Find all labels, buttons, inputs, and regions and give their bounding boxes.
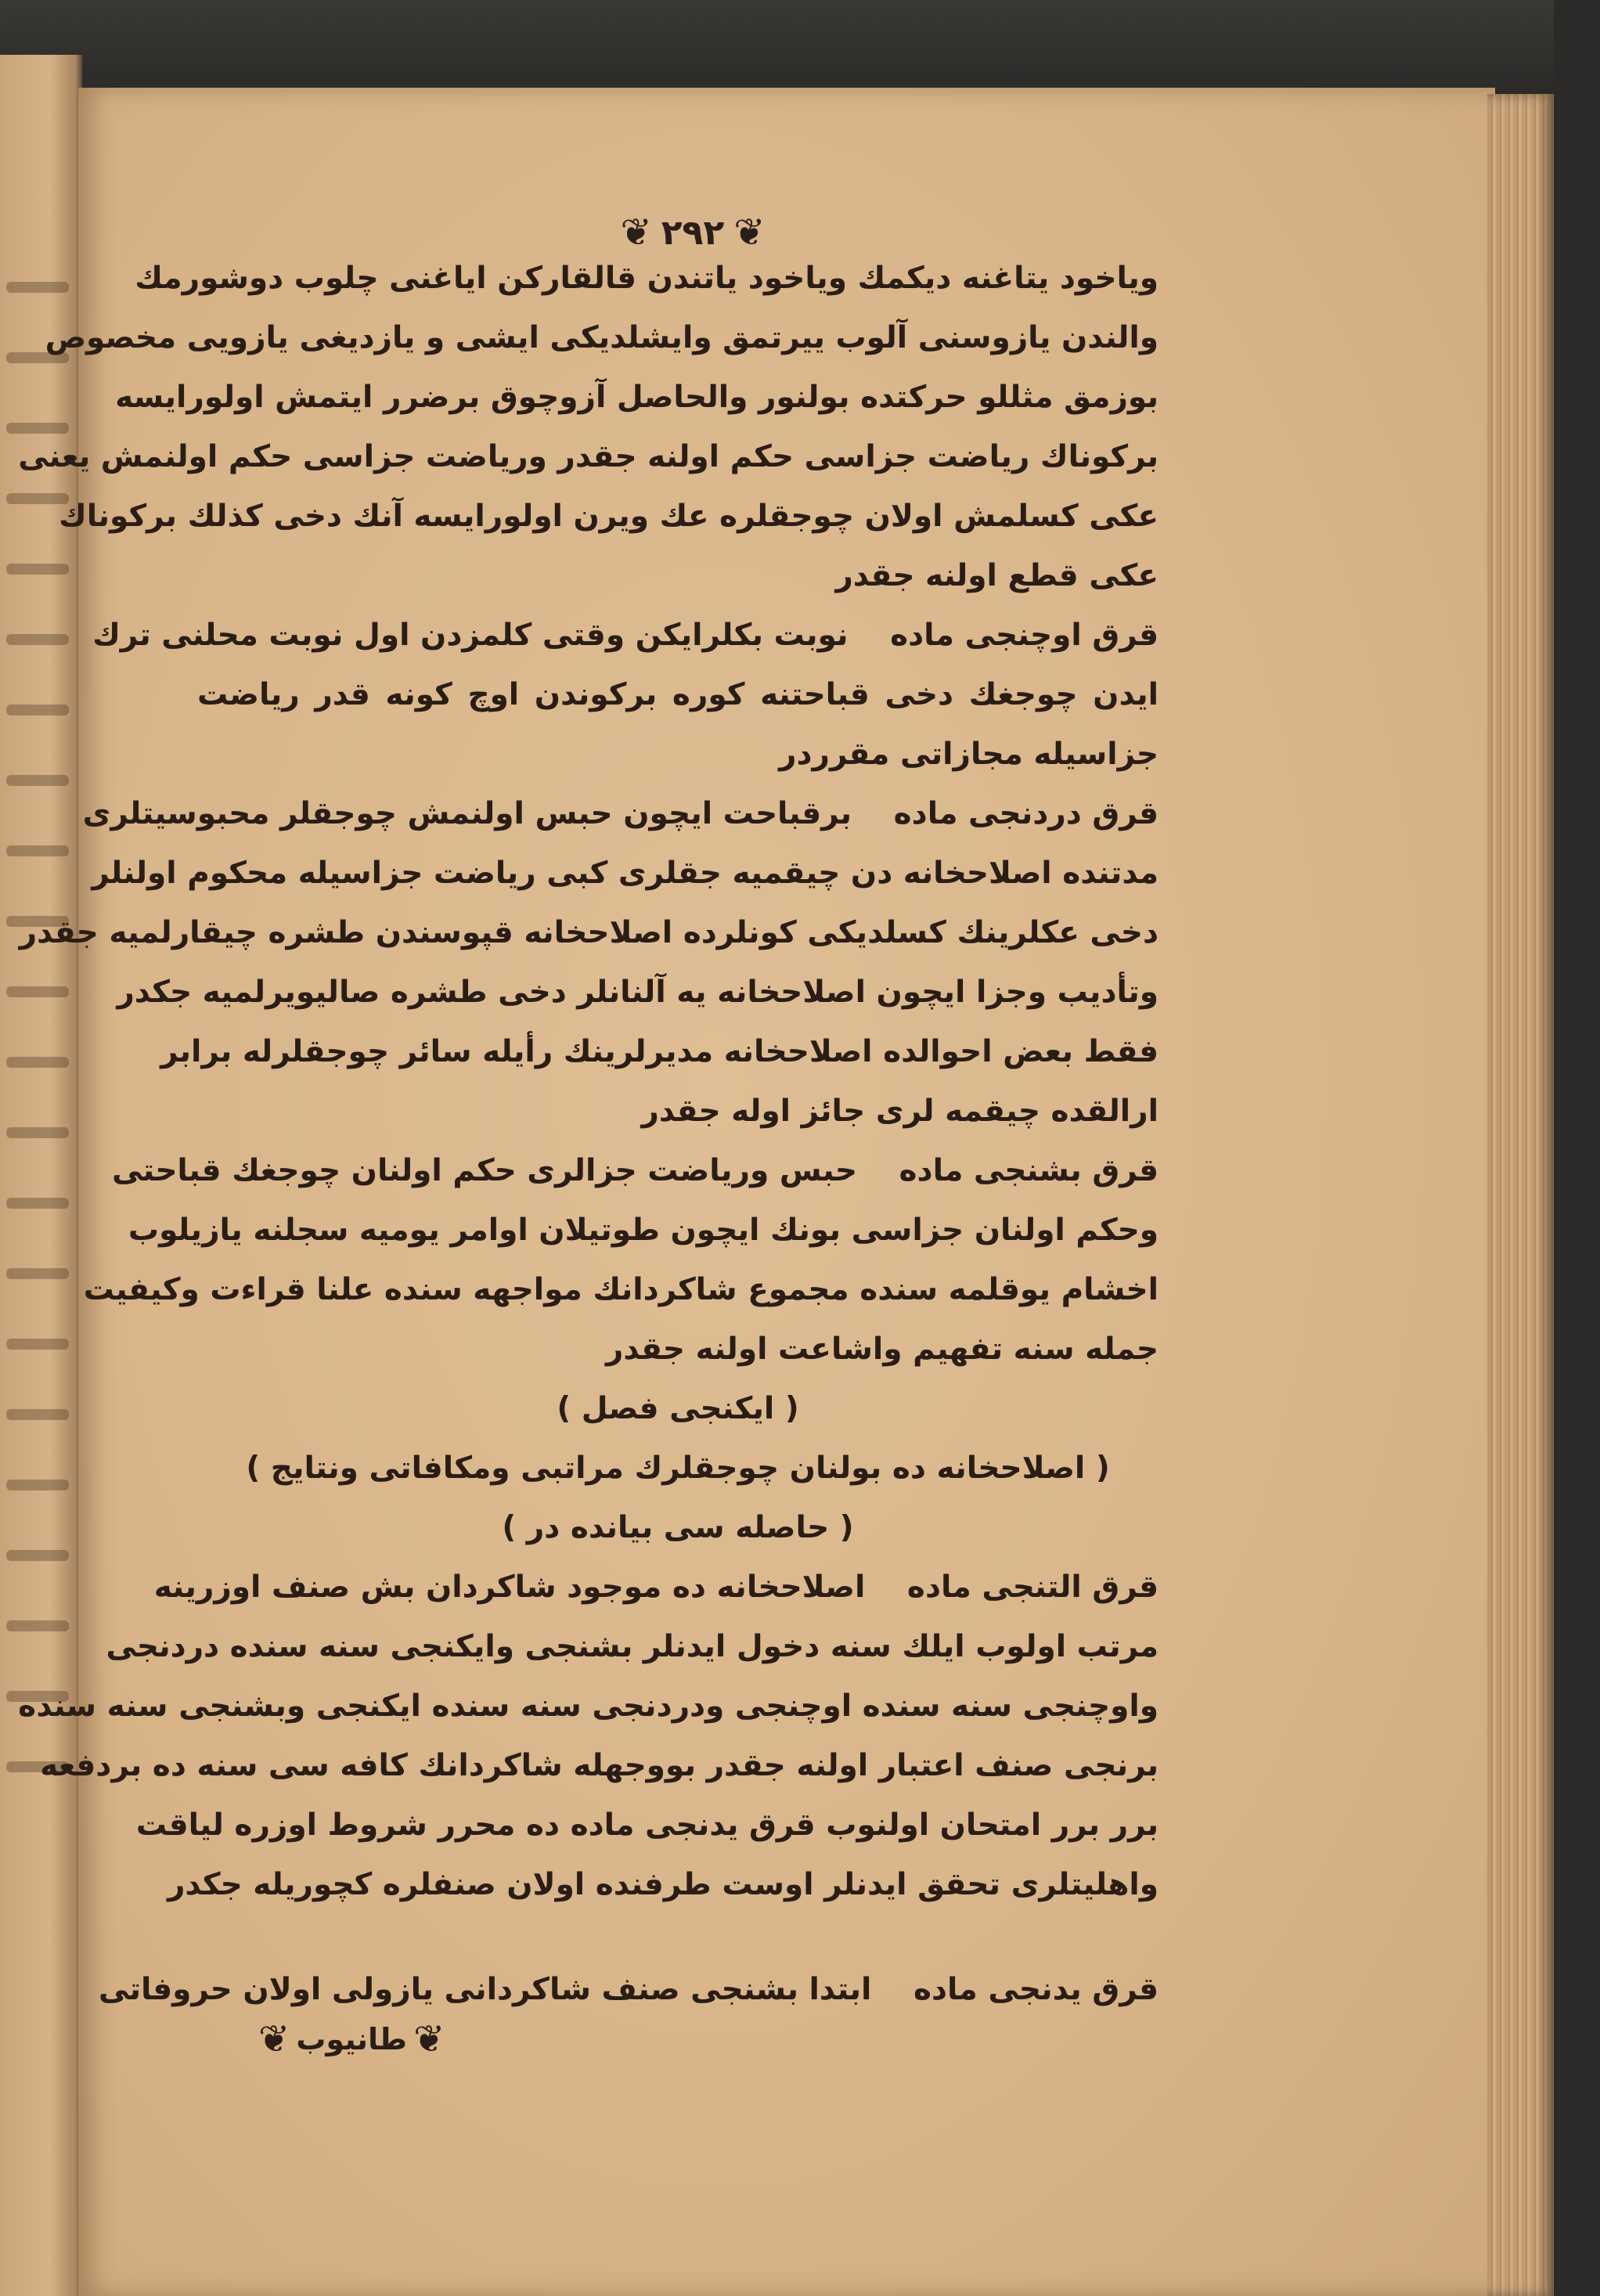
page-number: ٢٩٢ xyxy=(661,212,725,253)
article-45-line: قرق بشنجى ماده حبس ورياضت جزالرى حكم اولنان چوجغك قباحتى xyxy=(111,1153,1159,1188)
text-line: برر برر امتحان اولنوب قرق يدنجى ماده ده محرر شروط اوزره لياقت xyxy=(135,1808,1159,1843)
article-label: قرق يدنجى ماده xyxy=(913,1972,1159,2007)
article-label: قرق بشنجى ماده xyxy=(899,1153,1159,1188)
ornament-icon: ❦ xyxy=(413,2017,445,2061)
ornament-icon: ❦ xyxy=(258,2017,290,2061)
text-line: والندن يازوسنى آلوب ييرتمق وايشلديكى ايشى و يازديغى يازويى مخصوص xyxy=(45,320,1159,355)
article-43-line: قرق اوچنجى ماده نوبت بكلرايكن وقتى كلمزدن اول نوبت محلنى ترك xyxy=(92,618,1159,653)
article-label: قرق التنجى ماده xyxy=(906,1570,1159,1605)
text-line: وياخود يتاغنه ديكمك وياخود ياتندن قالقاركن اياغنى چلوب دوشورمك xyxy=(135,261,1159,296)
section-subtitle: ( حاصله سى بيانده در ) xyxy=(502,1510,854,1545)
previous-page-edge xyxy=(0,55,82,2296)
text-line: بوزمق مثللو حركتده بولنور والحاصل آزوچوق برضرر ايتمش اولورايسه xyxy=(115,380,1159,415)
text-line: بركوناك رياضت جزاسى حكم اولنه جقدر ورياضت جزاسى حكم اولنمش يعنى xyxy=(18,439,1159,474)
article-44-line: قرق دردنجى ماده برقباحت ايچون حبس اولنمش چوجقلر محبوسيتلرى xyxy=(82,796,1159,831)
text-line: واوچنجى سنه سنده اوچنجى ودردنجى سنه سنده ايكنجى وبشنجى سنه سنده xyxy=(18,1689,1159,1724)
page-body xyxy=(18,249,1159,2020)
scan-background xyxy=(0,0,1600,94)
article-46-line: قرق التنجى ماده اصلاحخانه ده موجود شاكردان بش صنف اوزرينه xyxy=(153,1570,1159,1605)
text-line: عكى قطع اولنه جقدر xyxy=(835,558,1159,593)
page-stack-edge xyxy=(1487,94,1554,2296)
ornament-icon: ❦ xyxy=(733,211,766,254)
text-line: دخى عكلرينك كسلديكى كونلرده اصلاحخانه قپوسندن طشره چيقارلميه جقدر xyxy=(19,915,1159,950)
article-label: قرق دردنجى ماده xyxy=(893,796,1159,831)
text-line: وتأديب وجزا ايچون اصلاحخانه يه آلنانلر دخى طشره صاليويرلميه جكدر xyxy=(117,975,1159,1010)
text-line: جمله سنه تفهيم واشاعت اولنه جقدر xyxy=(605,1332,1159,1367)
ornament-icon: ❦ xyxy=(620,211,652,254)
text-line: برنجى صنف اعتبار اولنه جقدر بووجهله شاكردانك كافه سى سنه ده بردفعه xyxy=(40,1748,1159,1783)
text-line: اخشام يوقلمه سنده مجموع شاكردانك مواجهه سنده علنا قراءت وكيفيت xyxy=(83,1272,1159,1307)
text-line: وحكم اولنان جزاسى بونك ايچون طوتيلان اوامر يوميه سجلنه يازيلوب xyxy=(128,1213,1159,1248)
text-line: ايدن چوجغك دخى قباحتنه كوره بركوندن اوچ كونه قدر رياضت xyxy=(197,677,1159,712)
text-line: جزاسيله مجازاتى مقرردر xyxy=(779,737,1159,772)
catchword xyxy=(258,2012,445,2067)
text-line: عكى كسلمش اولان چوجقلره عك ويرن اولورايسه آنك دخى كذلك بركوناك xyxy=(58,499,1159,534)
section-title: ( ايكنجى فصل ) xyxy=(557,1391,799,1426)
article-label: قرق اوچنجى ماده xyxy=(890,618,1159,653)
text-line: مدتنده اصلاحخانه دن چيقميه جقلرى كبى رياضت جزاسيله محكوم اولنلر xyxy=(92,856,1159,891)
section-subtitle: ( اصلاحخانه ده بولنان چوجقلرك مراتبى ومكافاتى ونتايج ) xyxy=(246,1451,1110,1486)
text-line: فقط بعض احوالده اصلاحخانه مديرلرينك رأيله سائر چوجقلرله برابر xyxy=(160,1034,1159,1069)
text-line: ارالقده چيقمه لرى جائز اوله جقدر xyxy=(641,1094,1159,1129)
article-47-line: قرق يدنجى ماده ابتدا بشنجى صنف شاكردانى يازولى اولان حروفاتى xyxy=(98,1972,1159,2007)
catchword-text: طانيوب xyxy=(296,2022,408,2056)
text-line: مرتب اولوب ايلك سنه دخول ايدنلر بشنجى وايكنجى سنه سنده دردنجى xyxy=(106,1629,1159,1664)
text-line: واهليتلرى تحقق ايدنلر اوست طرفنده اولان صنفلره كچوريله جكدر xyxy=(167,1867,1159,1902)
scan-background-right xyxy=(1554,0,1600,2296)
